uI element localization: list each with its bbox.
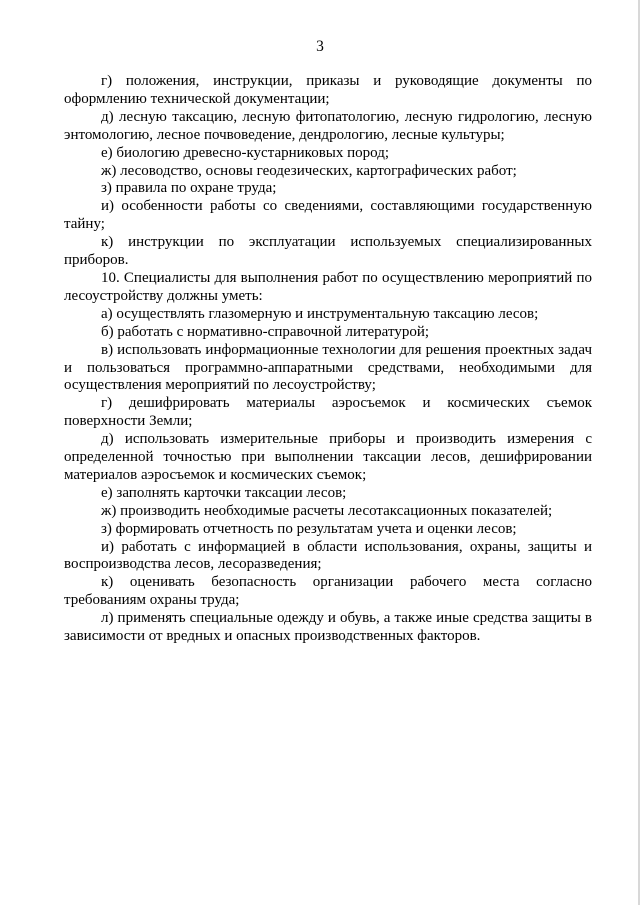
paragraph-knowledge-zh: ж) лесоводство, основы геодезических, картографических работ; bbox=[101, 162, 517, 179]
paragraph-skill-d: д) использовать измерительные приборы и производить измерения с определенной точностью при выполнении таксации лесов, дешифрировании материалов аэросъемок и космических съемок; bbox=[64, 431, 592, 483]
paragraph-skill-v: в) использовать информационные технологии для решения проектных задач и пользоваться программно-аппаратными средствами, необходимыми для осуществления мероприятий по лесоустройству; bbox=[64, 341, 592, 394]
paragraph-skill-k: к) оценивать безопасность организации рабочего места согласно требованиям охраны труда; bbox=[64, 574, 592, 609]
paragraph-section-10: 10. Специалисты для выполнения работ по осуществлению мероприятий по лесоустройству должны уметь: bbox=[64, 269, 592, 304]
paragraph-knowledge-i: и) особенности работы со сведениями, составляющими государственную тайну; bbox=[64, 198, 592, 233]
paragraph-knowledge-g: г) положения, инструкции, приказы и руководящие документы по оформлению технической документации; bbox=[64, 73, 592, 107]
paragraph-skill-i: и) работать с информацией в области использования, охраны, защиты и воспроизводства лесов, лесоразведения; bbox=[64, 538, 592, 573]
paragraph-skill-zh: ж) производить необходимые расчеты лесотаксационных показателей; bbox=[101, 502, 553, 519]
paragraph-skill-b: б) работать с нормативно-справочной литературой; bbox=[101, 323, 430, 340]
paragraph-skill-z: з) формировать отчетность по результатам учета и оценки лесов; bbox=[101, 520, 517, 537]
paragraph-skill-g: г) дешифрировать материалы аэросъемок и космических съемок поверхности Земли; bbox=[64, 395, 592, 430]
paragraph-knowledge-e: е) биологию древесно-кустарниковых пород; bbox=[101, 144, 389, 161]
paragraph-skill-a: а) осуществлять глазомерную и инструментальную таксацию лесов; bbox=[101, 305, 539, 322]
paragraph-knowledge-z: з) правила по охране труда; bbox=[101, 180, 277, 197]
paragraph-skill-l: л) применять специальные одежду и обувь, а также иные средства защиты в зависимости от вредных и опасных производственных факторов. bbox=[64, 610, 592, 645]
paragraph-knowledge-k: к) инструкции по эксплуатации используемых специализированных приборов. bbox=[64, 234, 592, 269]
paragraph-skill-e: е) заполнять карточки таксации лесов; bbox=[101, 484, 347, 501]
document-body bbox=[64, 73, 592, 646]
paragraph-knowledge-d: д) лесную таксацию, лесную фитопатологию, лесную гидрологию, лесную энтомологию, лесное почвоведение, дендрологию, лесные культуры; bbox=[64, 108, 592, 143]
page-number: 3 bbox=[316, 38, 324, 55]
